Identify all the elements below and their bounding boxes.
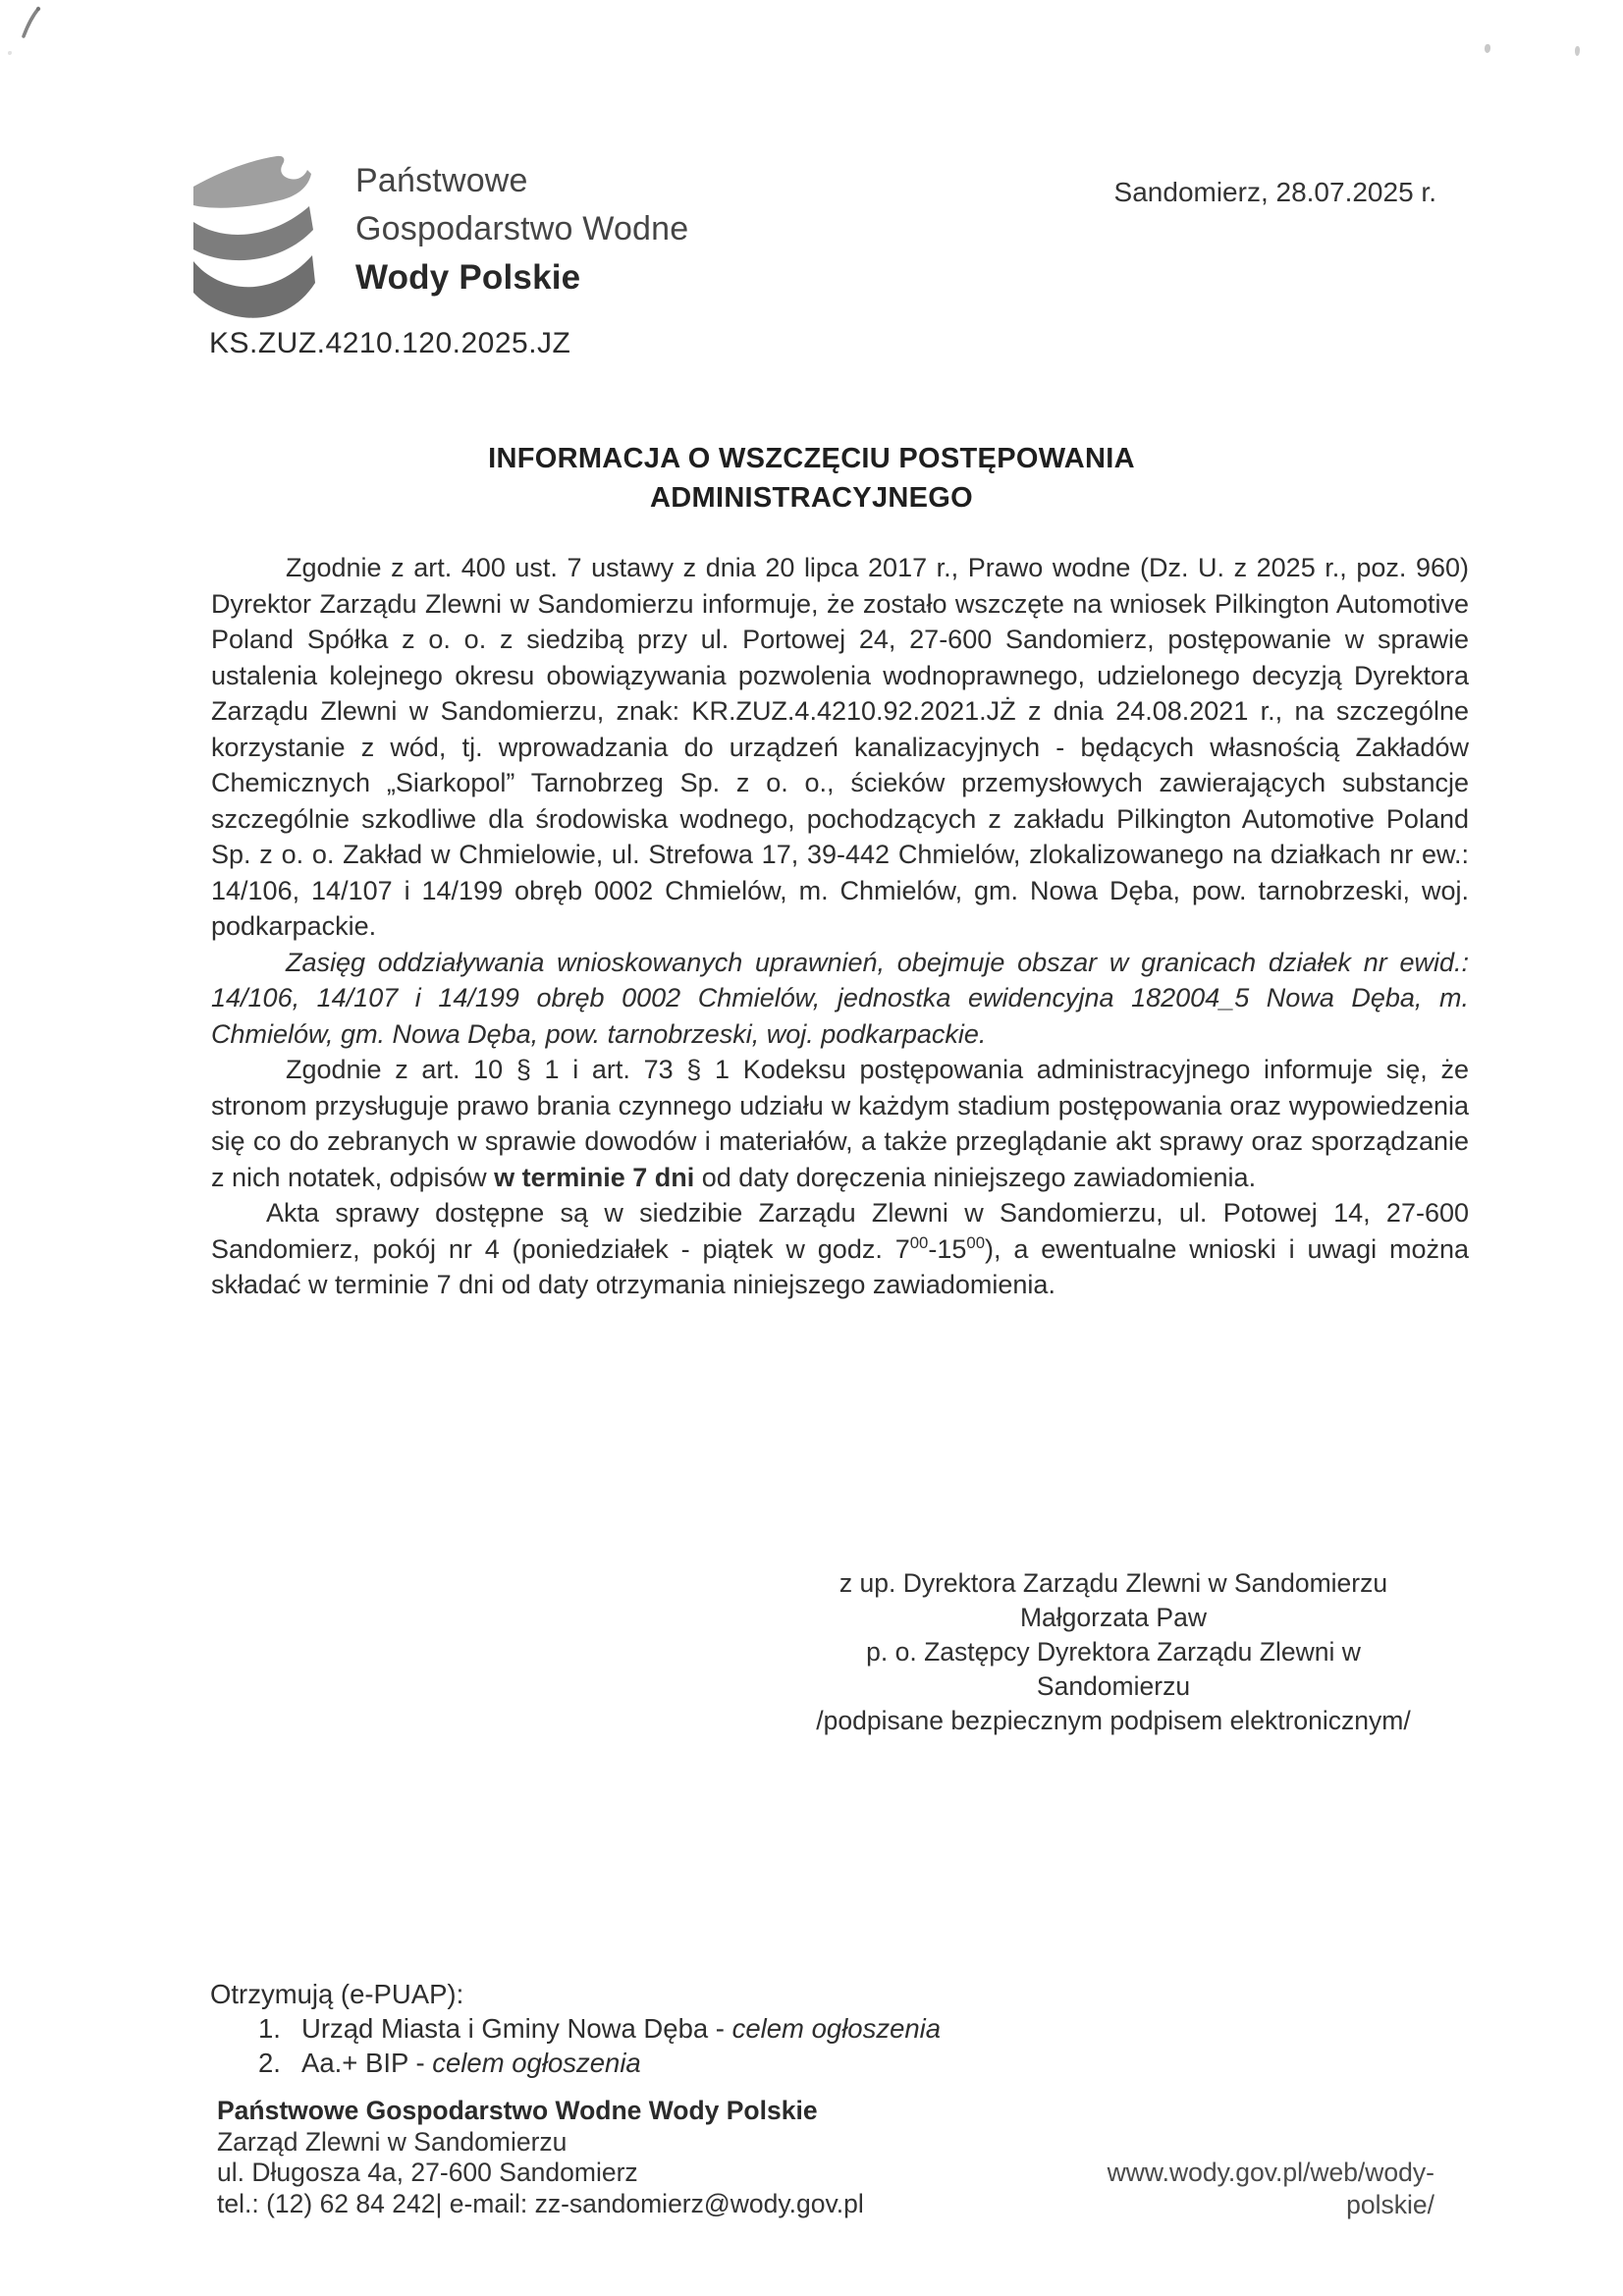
case-reference-number: KS.ZUZ.4210.120.2025.JZ [209,327,571,359]
footer-phone-email: tel.: (12) 62 84 242| e-mail: zz-sandomierz@wody.gov.pl [217,2188,864,2218]
logo-wave-bottom [193,255,315,318]
pen-scribble-mark [18,4,47,41]
footer-website-line-2: polskie/ [1346,2190,1434,2219]
paragraph3-text-end: od daty doręczenia niniejszego zawiadomienia. [694,1162,1257,1192]
signature-block [813,1566,1414,1738]
footer-contact-block [217,2096,864,2219]
footer-org-unit: Zarząd Zlewni w Sandomierzu [217,2126,568,2157]
document-title-line-2: ADMINISTRACYJNEGO [650,482,973,514]
list-item [210,2049,941,2078]
paragraph3-text: Zgodnie z art. 10 § 1 i art. 73 § 1 Kodeksu postępowania administracyjnego informuje się, że stronom przysługuje prawo brania czynnego udziału w każdym stadium postępowania oraz wypowiedzenia się co do zebranych w sprawie dowodów i materiałów, a także przeglądanie akt sprawy oraz sporządzanie z nich notatek, odpisów [211,1055,1469,1192]
footer-website-line-1: www.wody.gov.pl/web/wody- [1107,2158,1434,2187]
logo-line-1: Państwowe [355,162,528,199]
recipients-section [210,1980,941,2078]
paragraph4-text: Akta sprawy dostępne są w siedzibie Zarządu Zlewni w Sandomierzu, ul. Potowej 14, 27-600 Sandomierz, pokój nr 4 (poniedziałek - piątek w godz. 7 [211,1198,1469,1264]
hours-superscript: 00 [966,1232,986,1252]
paragraph3-bold-deadline: w terminie 7 dni [494,1162,695,1192]
footer-website [1108,2157,1434,2221]
paragraph-case-files [211,1195,1469,1303]
place-and-date: Sandomierz, 28.07.2025 r. [1113,177,1436,207]
scan-speck [1485,44,1490,53]
list-item-number: 1. [258,2013,281,2044]
wody-polskie-logo-icon [185,143,324,330]
signature-electronic-note: /podpisane bezpiecznym podpisem elektronicznym/ [816,1706,1411,1735]
document-title-line-1: INFORMACJA O WSZCZĘCIU POSTĘPOWANIA [488,443,1135,474]
scan-speck [1575,46,1580,56]
scan-speck [8,51,12,55]
signature-name: Małgorzata Paw [1019,1603,1207,1632]
paragraph4-hours-dash: -15 [928,1233,967,1264]
hours-superscript: 00 [909,1232,929,1252]
paragraph-parties-rights [211,1052,1469,1195]
logo-wave-top [193,156,311,208]
signature-position: p. o. Zastępcy Dyrektora Zarządu Zlewni w Sandomierzu [866,1637,1361,1701]
paragraph4-text-end: ), a ewentualne wnioski i uwagi można składać w terminie 7 dni od daty otrzymania niniejszego zawiadomienia. [211,1233,1469,1299]
logo-line-3: Wody Polskie [355,258,581,297]
recipient-note: celem ogłoszenia [731,2013,942,2044]
footer-org-name: Państwowe Gospodarstwo Wodne Wody Polskie [217,2096,818,2125]
recipients-heading: Otrzymują (e-PUAP): [210,1979,464,2009]
recipient-name: Aa.+ BIP - [301,2048,433,2078]
list-item-number: 2. [258,2048,281,2078]
logo-wordmark [355,157,688,301]
paragraph-impact-area: Zasięg oddziaływania wnioskowanych uprawnień, obejmuje obszar w granicach działek nr ewid.: 14/106, 14/107 i 14/199 obręb 0002 Chmielów, jednostka ewidencyjna 182004_5 Nowa Dęba, m. Chmielów, gm. Nowa Dęba, pow. tarnobrzeski, woj. podkarpackie. [211,947,1469,1049]
document-body [211,550,1469,1303]
list-item-text [301,2049,641,2078]
logo-wave-middle [193,206,313,260]
list-item [210,2014,941,2044]
document-title [0,439,1623,518]
list-item-text [301,2014,941,2044]
paragraph-legal-basis: Zgodnie z art. 400 ust. 7 ustawy z dnia 20 lipca 2017 r., Prawo wodne (Dz. U. z 2025 r., poz. 960) Dyrektor Zarządu Zlewni w Sandomierzu informuje, że zostało wszczęte na wniosek Pilkington Automotive Poland Spółka z o. o. z siedzibą przy ul. Portowej 24, 27-600 Sandomierz, postępowanie w sprawie ustalenia kolejnego okresu obowiązywania pozwolenia wodnoprawnego, udzielonego decyzją Dyrektora Zarządu Zlewni w Sandomierzu, znak: KR.ZUZ.4.4210.92.2021.JŻ z dnia 24.08.2021 r., na szczególne korzystanie z wód, tj. wprowadzania do urządzeń kanalizacyjnych - będących własnością Zakładów Chemicznych „Siarkopol” Tarnobrzeg Sp. z o. o., ścieków przemysłowych zawierających substancje szczególnie szkodliwe dla środowiska wodnego, pochodzących z zakładu Pilkington Automotive Poland Sp. z o. o. Zakład w Chmielowie, ul. Strefowa 17, 39-442 Chmielów, zlokalizowanego na działkach nr ew.: 14/106, 14/107 i 14/199 obręb 0002 Chmielów, m. Chmielów, gm. Nowa Dęba, pow. tarnobrzeski, woj. podkarpackie. [211,553,1469,941]
signature-authority: z up. Dyrektora Zarządu Zlewni w Sandomierzu [839,1568,1388,1598]
recipient-name: Urząd Miasta i Gminy Nowa Dęba - [301,2013,732,2044]
logo-line-2: Gospodarstwo Wodne [355,210,689,247]
footer-address: ul. Długosza 4a, 27-600 Sandomierz [217,2158,638,2187]
recipient-note: celem ogłoszenia [432,2048,641,2078]
